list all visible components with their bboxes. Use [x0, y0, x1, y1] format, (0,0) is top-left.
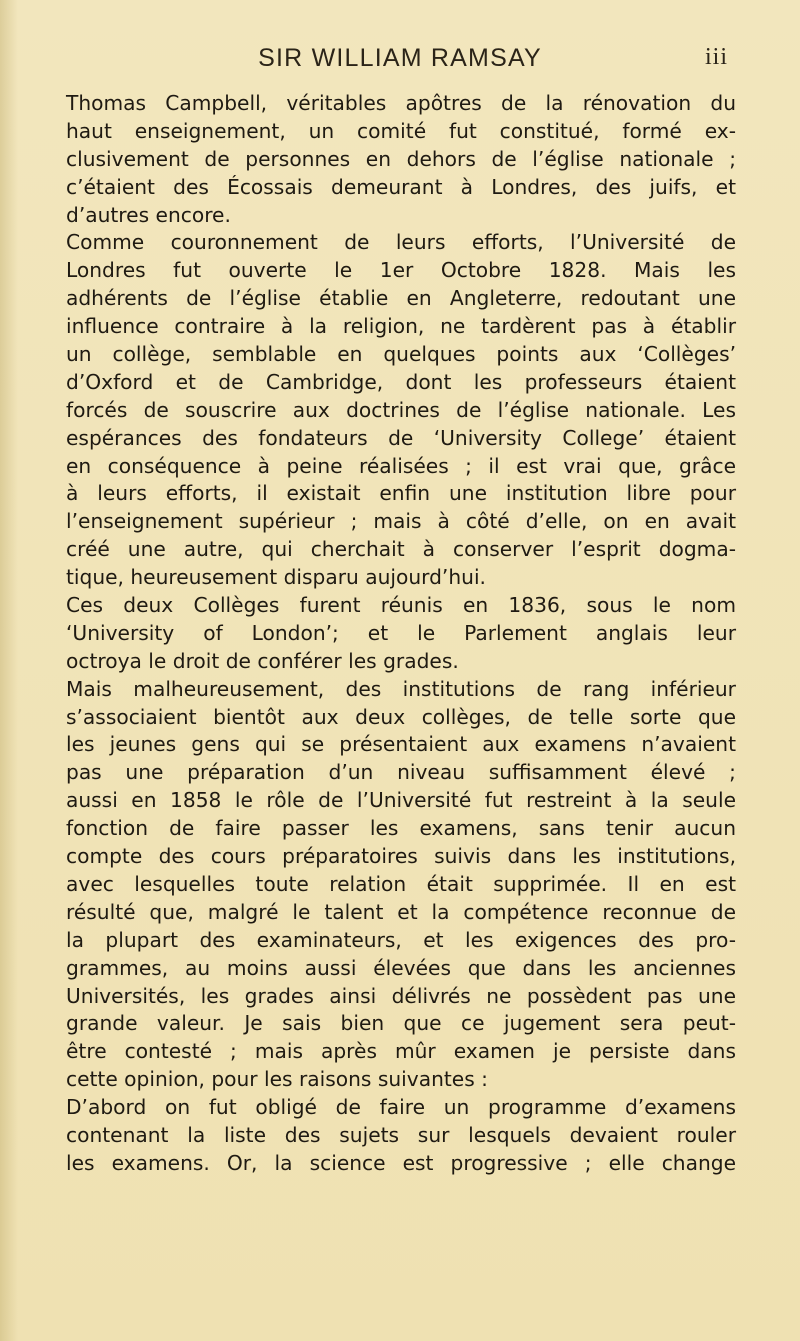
text-line: espérances des fondateurs de ‘University College’ étaient — [66, 425, 736, 450]
text-line: d’Oxford et de Cambridge, dont les professeurs étaient — [66, 369, 736, 394]
text-line: influence contraire à la religion, ne tardèrent pas à établir — [66, 314, 736, 339]
text-line: forcés de souscrire aux doctrines de l’église nationale. Les — [66, 397, 736, 422]
text-line: tique, heureusement disparu aujourd’hui. — [66, 565, 486, 590]
text-line: les examens. Or, la science est progressive ; elle change — [66, 1150, 736, 1175]
text-line: l’enseignement supérieur ; mais à côté d’elle, on en avait — [66, 509, 736, 534]
text-line: la plupart des examinateurs, et les exigences des pro- — [66, 927, 736, 952]
text-line: grande valeur. Je sais bien que ce jugement sera peut- — [66, 1011, 736, 1036]
text-line: en conséquence à peine réalisées ; il est vrai que, grâce — [66, 453, 736, 478]
text-line: Universités, les grades ainsi délivrés ne possèdent pas une — [66, 983, 736, 1008]
text-line: contenant la liste des sujets sur lesquels devaient rouler — [66, 1122, 736, 1147]
text-line: avec lesquelles toute relation était supprimée. Il en est — [66, 871, 736, 896]
text-line: à leurs efforts, il existait enfin une institution libre pour — [66, 481, 736, 506]
text-line: adhérents de l’église établie en Angleterre, redoutant une — [66, 286, 736, 311]
text-line: résulté que, malgré le talent et la compétence reconnue de — [66, 899, 736, 924]
text-line: octroya le droit de conférer les grades. — [66, 648, 459, 673]
text-line: Londres fut ouverte le 1er Octobre 1828. Mais les — [66, 258, 736, 283]
running-head: SIR WILLIAM RAMSAY — [258, 44, 542, 72]
text-line: d’autres encore. — [66, 202, 231, 227]
text-line: Comme couronnement de leurs efforts, l’Université de — [66, 230, 736, 255]
text-line: fonction de faire passer les examens, sans tenir aucun — [66, 816, 736, 841]
text-line: pas une préparation d’un niveau suffisamment élevé ; — [66, 760, 736, 785]
text-line: les jeunes gens qui se présentaient aux examens n’avaient — [66, 732, 736, 757]
text-line: clusivement de personnes en dehors de l’église nationale ; — [66, 146, 736, 171]
text-line: ‘University of London’; et le Parlement anglais leur — [66, 620, 736, 645]
text-line: Ces deux Collèges furent réunis en 1836, sous le nom — [66, 593, 736, 618]
text-line: s’associaient bientôt aux deux collèges, de telle sorte que — [66, 704, 736, 729]
text-line: aussi en 1858 le rôle de l’Université fut restreint à la seule — [66, 788, 736, 813]
page-number: iii — [704, 44, 728, 70]
text-line: haut enseignement, un comité fut constitué, formé ex- — [66, 118, 736, 143]
page-header — [0, 44, 800, 84]
text-line: être contesté ; mais après mûr examen je persiste dans — [66, 1039, 736, 1064]
text-line: Mais malheureusement, des institutions de rang inférieur — [66, 676, 736, 701]
text-line: D’abord on fut obligé de faire un programme d’examens — [66, 1095, 736, 1120]
text-line: c’étaient des Écossais demeurant à Londres, des juifs, et — [66, 174, 736, 199]
text-line: cette opinion, pour les raisons suivantes : — [66, 1067, 488, 1092]
text-line: grammes, au moins aussi élevées que dans les anciennes — [66, 955, 736, 980]
text-line: compte des cours préparatoires suivis dans les institutions, — [66, 844, 736, 869]
text-line: un collège, semblable en quelques points aux ‘Collèges’ — [66, 342, 736, 367]
text-line: créé une autre, qui cherchait à conserver l’esprit dogma- — [66, 537, 736, 562]
body-text — [66, 90, 736, 1178]
text-line: Thomas Campbell, véritables apôtres de la rénovation du — [66, 91, 736, 115]
